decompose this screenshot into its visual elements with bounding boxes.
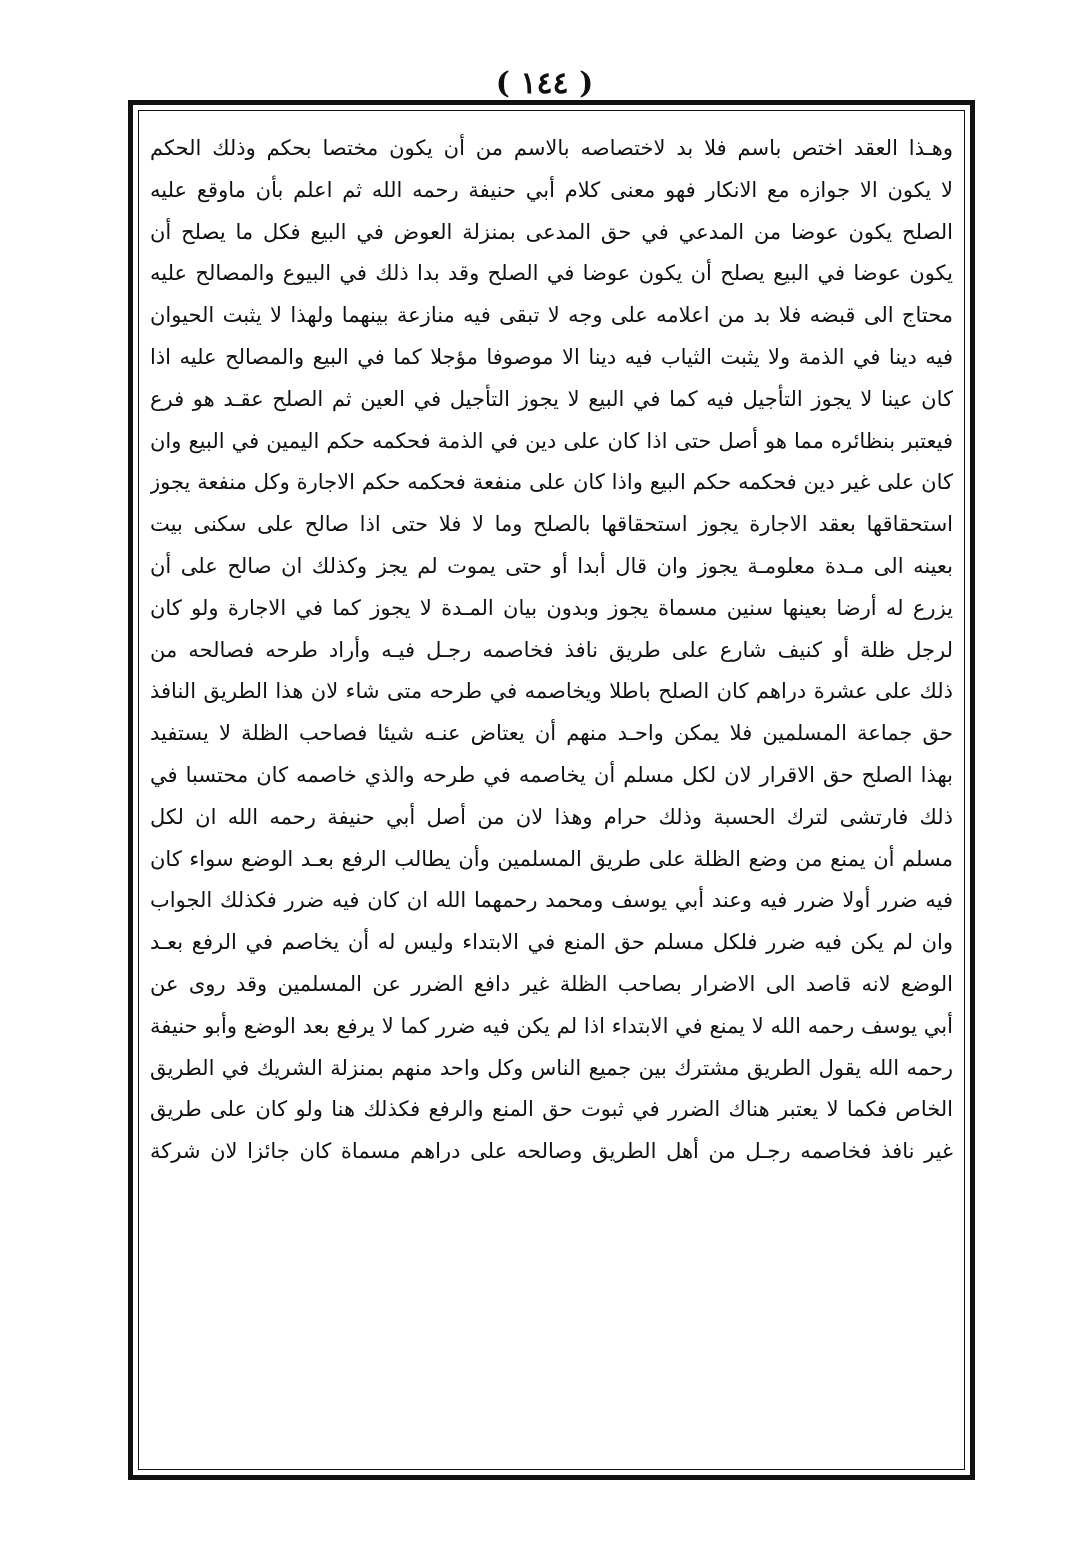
text-line: يزرع له أرضا بعينها سنين مسماة يجوز وبدون بيان المـدة لا يجوز كما في الاجارة ولو كان (150, 595, 953, 620)
text-body (150, 128, 953, 1173)
page-number: ( ١٤٤ ) (495, 66, 594, 101)
text-line: محتاج الى قبضه فلا بد من اعلامه على وجه لا تبقى فيه منازعة بينهما ولهذا لا يثبت الحيوان (150, 303, 953, 328)
text-line: حق جماعة المسلمين فلا يمكن واحـد منهم أن يعتاض عنـه شيئا فصاحب الظلة لا يستفيد (150, 721, 953, 746)
text-line: لا يكون الا جوازه مع الانكار فهو معنى كلام أبي حنيفة رحمه الله ثم اعلم بأن ماوقع عليه (150, 177, 953, 202)
text-line: الوضع لانه قاصد الى الاضرار بصاحب الظلة غير دافع الضرر عن المسلمين وقد روى عن (150, 971, 953, 996)
text-line: الخاص فكما لا يعتبر هناك الضرر في ثبوت حق المنع والرفع فكذلك هنا ولو كان على طريق (150, 1097, 953, 1122)
text-line: لرجل ظلة أو كنيف شارع على طريق نافذ فخاصمه رجـل فيـه وأراد طرحه فصالحه من (150, 637, 953, 662)
text-line: كان عينا لا يجوز التأجيل فيه كما في البيع لا يجوز التأجيل في العين ثم الصلح عقـد هو فرع (150, 386, 953, 411)
text-line: كان على غير دين فحكمه حكم البيع واذا كان على منفعة فحكمه حكم الاجارة وكل منفعة يجوز (150, 470, 953, 495)
text-line: الصلح يكون عوضا من المدعي في حق المدعى بمنزلة العوض في البيع فكل ما يصلح أن (150, 219, 953, 244)
text-line: استحقاقها بعقد الاجارة يجوز استحقاقها بالصلح وما لا فلا حتى اذا صالح على سكنى بيت (150, 512, 953, 537)
text-line: ذلك فارتشى لترك الحسبة وذلك حرام وهذا لان من أصل أبي حنيفة رحمه الله ان لكل (150, 804, 953, 829)
text-line: أبي يوسف رحمه الله لا يمنع في الابتداء اذا لم يكن فيه ضرر كما لا يرفع بعد الوضع وأبو حنيفة (150, 1013, 953, 1038)
text-line: ذلك على عشرة دراهم كان الصلح باطلا ويخاصمه في طرحه متى شاء لان هذا الطريق النافذ (150, 679, 953, 704)
text-line: وان لم يكن فيه ضرر فلكل مسلم حق المنع في الابتداء وليس له أن يخاصم في الرفع بعـد (150, 930, 953, 955)
text-line: فيعتبر بنظائره مما هو أصل حتى اذا كان على دين في الذمة فحكمه حكم اليمين في البيع وان (150, 428, 953, 453)
text-line: مسلم أن يمنع من وضع الظلة على طريق المسلمين وأن يطالب الرفع بعـد الوضع سواء كان (150, 846, 953, 871)
text-line: وهـذا العقد اختص باسم فلا بد لاختصاصه بالاسم من أن يكون مختصا بحكم وذلك الحكم (150, 136, 953, 160)
text-line: رحمه الله يقول الطريق مشترك بين جميع الناس وكل واحد منهم بمنزلة الشريك في الطريق (150, 1055, 953, 1080)
text-line: بعينه الى مـدة معلومـة يجوز وان قال أبدا أو حتى يموت لم يجز وكذلك ان صالح على أن (150, 553, 953, 578)
text-line: فيه دينا في الذمة ولا يثبت الثياب فيه دينا الا موصوفا مؤجلا كما في البيع والمصالح عليه اذا (150, 344, 953, 369)
text-line: فيه ضرر أولا ضرر فيه وعند أبي يوسف ومحمد رحمهما الله ان كان فيه ضرر فكذلك الجواب (150, 888, 953, 913)
text-line: غير نافذ فخاصمه رجـل من أهل الطريق وصالحه على دراهم مسماة كان جائزا لان شركة (150, 1139, 953, 1164)
text-line: يكون عوضا في البيع يصلح أن يكون عوضا في الصلح وقد بدا ذلك في البيوع والمصالح عليه (150, 261, 953, 286)
text-line: بهذا الصلح حق الاقرار لان لكل مسلم أن يخاصمه في طرحه والذي خاصمه كان محتسبا في (150, 762, 953, 787)
